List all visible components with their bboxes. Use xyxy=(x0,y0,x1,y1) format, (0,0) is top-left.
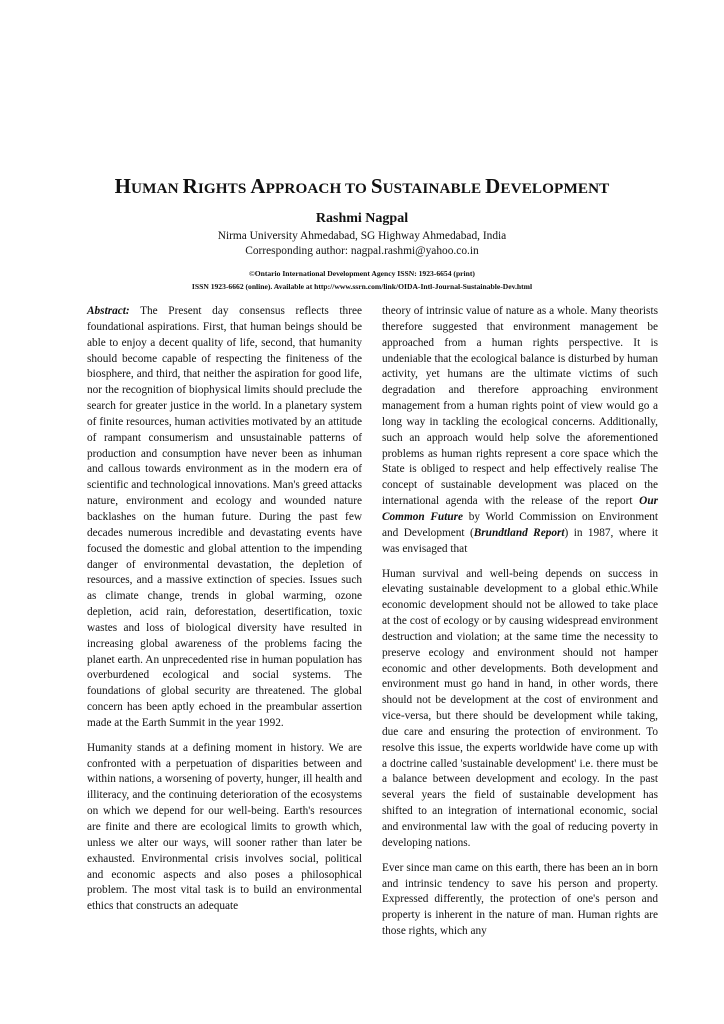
title-word: PPROACH TO xyxy=(265,180,371,197)
affiliation: Nirma University Ahmedabad, SG Highway Ahmedabad, India xyxy=(217,230,507,242)
title-initial: R xyxy=(182,174,198,198)
report-title: Our Common Future xyxy=(382,495,658,523)
right-column xyxy=(382,304,658,949)
copyright-line: ISSN 1923-6662 (online). Available at http://www.ssrn.com/link/OIDA-Intl-Journal-Sustainable-Dev.html xyxy=(191,281,533,291)
author-affiliation-block xyxy=(0,229,724,259)
body-text: by World Commission on Environment and Development ( xyxy=(382,510,658,539)
title-word: UMAN xyxy=(131,180,183,197)
body-paragraph: Humanity stands at a defining moment in history. We are confronted with a perpetuation of disparities between and within nations, a worsening of poverty, hunger, ill health and illiteracy, and the continuing deterioration of the ecosystems on which we depend for our well-being. Earth's resources are finite and there are ecological limits to growth which, unless we alter our ways, will sooner rather than later be exhausted. Environmental crisis involves social, political and economic aspects and also poses a philosophical problem. The most vital task is to build an environmental ethics that constructs an adequate xyxy=(87,741,362,913)
body-text: ) in 1987, where it was envisaged that xyxy=(382,526,658,555)
title-word: EVELOPMENT xyxy=(500,180,610,197)
body-paragraph xyxy=(382,304,658,558)
body-text: theory of intrinsic value of nature as a whole. Many theorists therefore suggested that environment management be approached from a human rights perspective. It is undeniable that the ecological balance is disturbed by human activity, yet humans are the ultimate victims of such degradation and therefore approaching environment management from a human rights point of view would go a long way in tackling the ecological concerns. Additionally, such an approach would help solve the aforementioned problems as human rights represent a core space which the State is obliged to respect and help effectively realise The concept of sustainable development was placed on the international agenda with the release of the report xyxy=(382,305,658,508)
body-paragraph: Human survival and well-being depends on success in elevating sustainable development to a global ethic.While economic development should not be allowed to take place at the cost of ecology or by causing widespread environment destruction and violation; at the same time the necessity to preserve ecology and environment should not hamper economic and other developments. Both development and environment must go hand in hand, in other words, there should not be development at the cost of environment and vice-versa, but there should be development while taking, due care and ensuring the protection of environment. To resolve this issue, the experts worldwide have come up with a doctrine called 'sustainable development' i.e. there must be a balance between development and ecology. In the past several years the field of sustainable development has shifted to an integration of international economic, social and environmental law with the goal of reducing poverty in developing nations. xyxy=(382,567,658,849)
title-initial: S xyxy=(370,174,383,198)
corresponding-author: Corresponding author: nagpal.rashmi@yahoo.co.in xyxy=(245,245,479,257)
left-column xyxy=(87,304,362,924)
author-name: Rashmi Nagpal xyxy=(315,211,409,226)
report-name: Brundtland Report xyxy=(473,526,565,539)
title-initial: A xyxy=(250,174,266,198)
abstract-label: Abstract: xyxy=(87,305,130,317)
title-initial: H xyxy=(114,174,132,198)
title-initial: D xyxy=(485,174,501,198)
title-word: IGHTS xyxy=(197,180,251,197)
copyright-notice xyxy=(0,268,724,293)
abstract-paragraph xyxy=(87,304,362,732)
abstract-text: The Present day consensus reflects three foundational aspirations. First, that human beings should be able to enjoy a decent quality of life, second, that humanity should become capable of respecting the finiteness of the biosphere, and third, that neither the aspiration for good life, nor the recognition of biophysical limits should preclude the search for greater justice in the world. In a planetary system of finite resources, human activities motivated by an attitude of rampant consumerism and unsustainable patterns of production and consumption have never been as inhuman and callous towards environment as in the modern era of scientific and technological innovations. Man's greed attacks nature, environment and ecology and wounded nature backlashes on the human future. During the past few decades numerous incredible and devastating events have focused the domestic and global attention to the impending danger of environmental devastation, the depletion of resources, and a massive extinction of species. Issues such as climate change, trends in global warming, ozone depletion, acid rain, deforestation, desertification, toxic wastes and loss of biological diversity have resulted in increasing global awareness of the problems facing the planet earth. An unprecedented rise in human population has overburdened ecological and social systems. The foundations of global security are threatened. The global concern has been aptly echoed in the preambular assertion made at the Earth Summit in the year 1992. xyxy=(87,305,362,729)
paper-title xyxy=(0,174,724,199)
body-paragraph: Ever since man came on this earth, there has been an in born and intrinsic tendency to save his person and property. Expressed differently, the protection of one's person and property is inherent in the nature of man. Human rights are those rights, which any xyxy=(382,861,658,938)
title-word: USTAINABLE xyxy=(382,180,486,197)
copyright-line: ©Ontario International Development Agency ISSN: 1923-6654 (print) xyxy=(249,269,475,278)
